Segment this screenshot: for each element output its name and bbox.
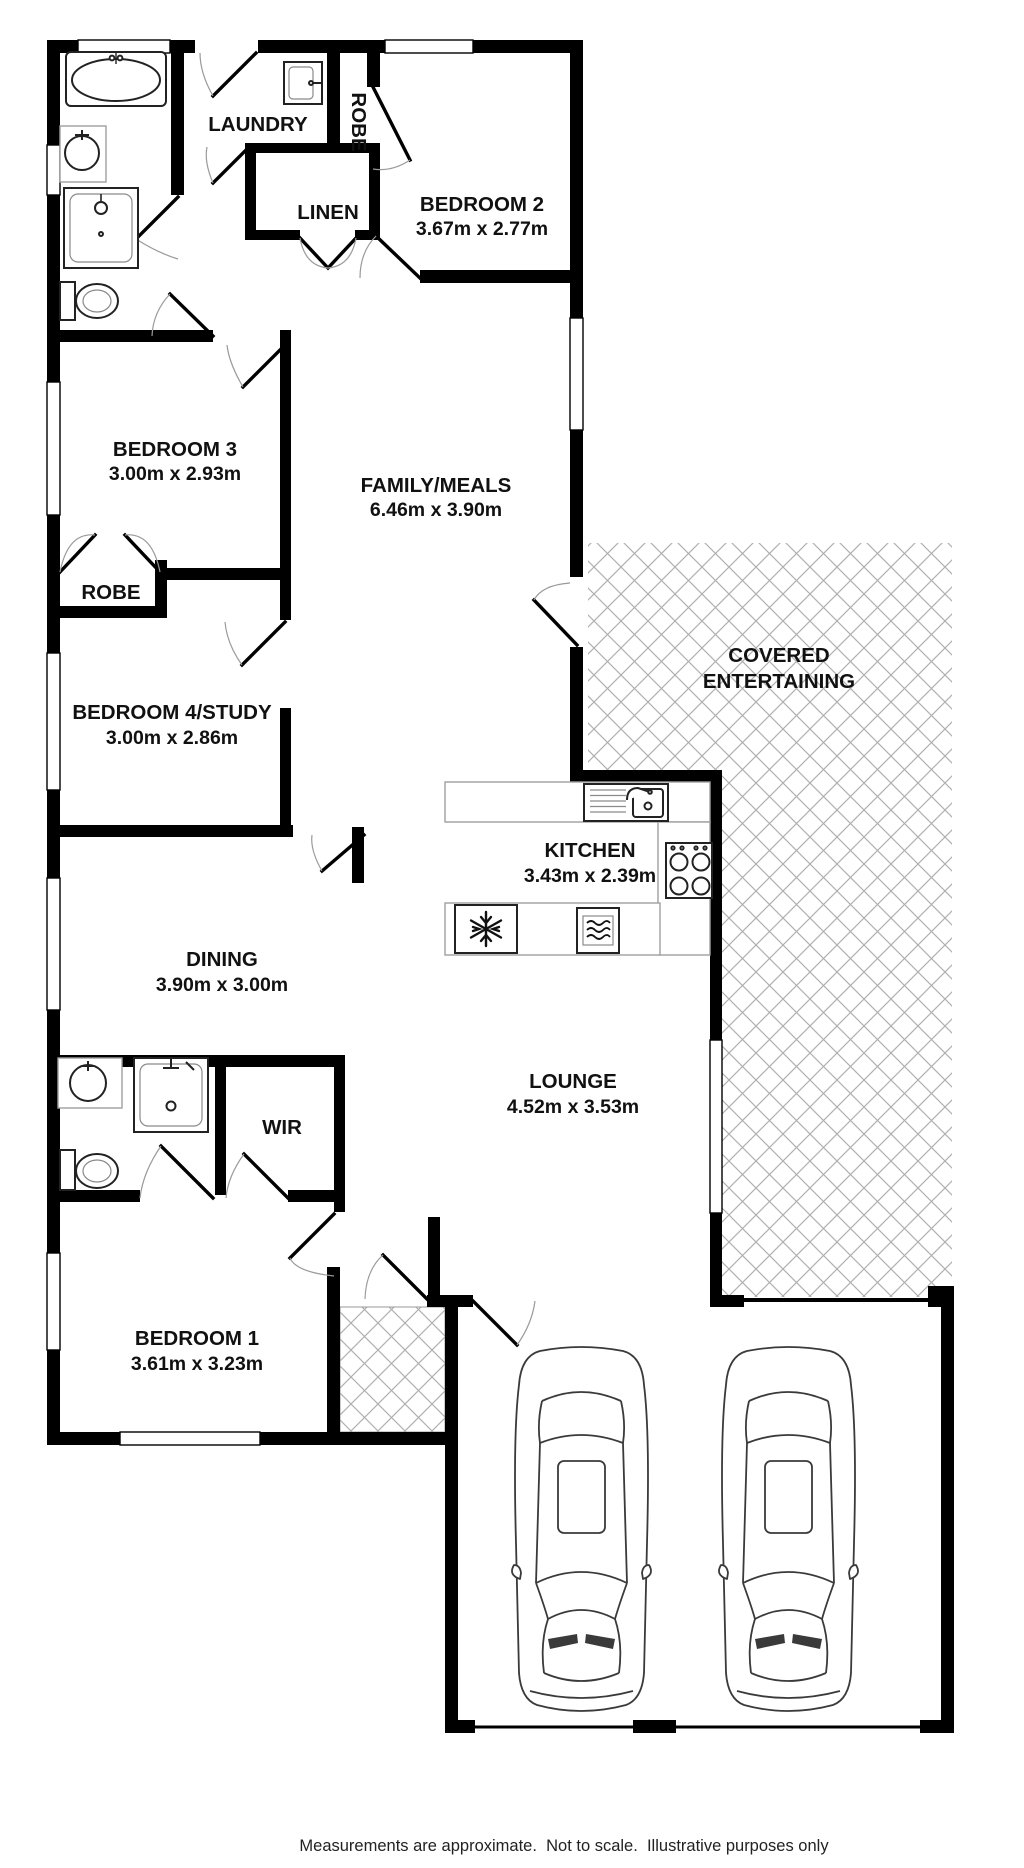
door-linen-double — [300, 238, 356, 268]
vanity-basin-icon — [60, 126, 106, 182]
window — [47, 382, 60, 515]
door-bedroom4 — [225, 622, 285, 665]
label-robe-bedroom3: ROBE — [81, 581, 141, 604]
label-linen: LINEN — [297, 201, 359, 224]
label-covered-line2: ENTERTAINING — [702, 670, 856, 693]
dims-bedroom2: 3.67m x 2.77m — [415, 218, 549, 240]
fridge-icon — [455, 905, 517, 953]
ensuite-toilet-icon — [60, 1150, 118, 1190]
dims-lounge: 4.52m x 3.53m — [506, 1096, 640, 1118]
dims-family-meals: 6.46m x 3.90m — [369, 499, 503, 521]
window — [385, 40, 473, 53]
window — [47, 145, 60, 195]
dims-bedroom3: 3.00m x 2.93m — [108, 463, 242, 485]
cooktop-icon — [666, 843, 712, 898]
bathroom-fixtures — [60, 52, 166, 320]
label-bedroom2: BEDROOM 2 — [419, 193, 545, 216]
door-bedroom3 — [152, 294, 213, 336]
window — [120, 1432, 260, 1445]
label-robe-bedroom2: ROBE — [347, 92, 370, 152]
kitchen-bench — [445, 782, 710, 822]
door-covered-entertaining — [534, 583, 577, 645]
label-laundry: LAUNDRY — [208, 113, 308, 136]
door-wir — [226, 1154, 288, 1198]
label-wir: WIR — [262, 1116, 302, 1139]
dims-dining: 3.90m x 3.00m — [155, 974, 289, 996]
label-dining: DINING — [186, 948, 258, 971]
window — [570, 318, 583, 430]
label-covered-line1: COVERED — [728, 644, 830, 667]
door-hall-family — [227, 345, 285, 387]
door-laundry-hall — [206, 147, 249, 183]
door-laundry-exterior — [200, 53, 256, 96]
bathtub-icon — [66, 52, 166, 106]
dims-kitchen: 3.43m x 2.39m — [523, 865, 657, 887]
window — [47, 653, 60, 790]
label-family-meals: FAMILY/MEALS — [360, 474, 512, 497]
laundry-trough-icon — [284, 62, 322, 104]
window — [47, 1253, 60, 1350]
toilet-icon — [60, 282, 118, 320]
label-bedroom1: BEDROOM 1 — [134, 1327, 260, 1350]
label-bedroom4: BEDROOM 4/STUDY — [72, 701, 272, 724]
kitchen-sink-icon — [584, 784, 668, 821]
door-garage-internal — [473, 1301, 535, 1345]
ensuite-shower-icon — [134, 1058, 208, 1132]
dims-bedroom4: 3.00m x 2.86m — [105, 727, 239, 749]
door-robe-bedroom3-double — [60, 535, 160, 572]
shower-icon — [64, 188, 138, 268]
window — [710, 1040, 722, 1213]
car-icon — [512, 1347, 651, 1711]
window — [47, 878, 60, 1010]
door-bathroom — [136, 197, 178, 259]
door-bedroom2 — [360, 236, 420, 278]
door-entry — [365, 1255, 427, 1299]
label-lounge: LOUNGE — [529, 1070, 617, 1093]
hatch-entry-porch — [340, 1307, 445, 1432]
garage-cars — [512, 1347, 858, 1711]
door-bedroom1 — [290, 1214, 334, 1276]
ensuite-basin-icon — [58, 1058, 122, 1108]
label-bedroom3: BEDROOM 3 — [112, 438, 238, 461]
car-icon — [719, 1347, 858, 1711]
door-ensuite — [140, 1146, 213, 1198]
dims-bedroom1: 3.61m x 3.23m — [130, 1353, 264, 1375]
label-kitchen: KITCHEN — [544, 839, 636, 862]
oven-icon — [577, 908, 619, 953]
footer-disclaimer: Measurements are approximate. Not to scale. Illustrative purposes only — [299, 1837, 829, 1855]
